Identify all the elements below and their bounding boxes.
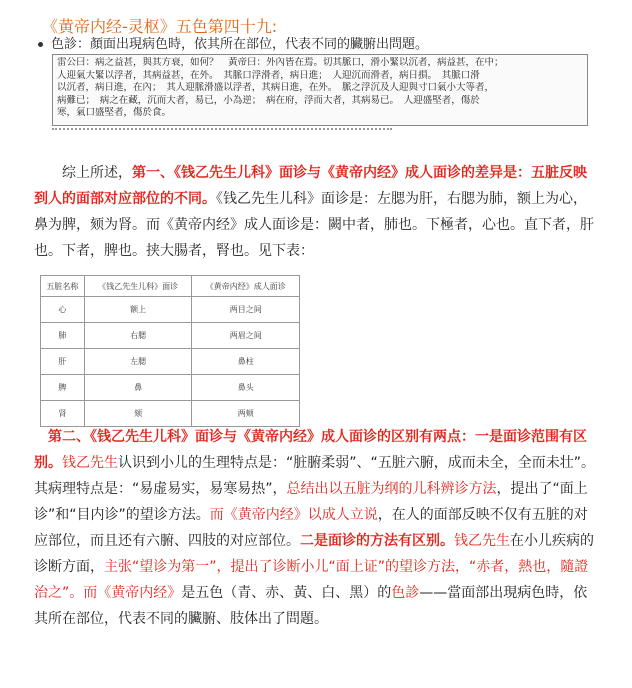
quote-line: 寒，氣口盛堅者，傷於食。 bbox=[57, 107, 172, 119]
section-title: 《黄帝内经-灵枢》五色第四十九: bbox=[42, 17, 278, 36]
table-row bbox=[41, 323, 300, 349]
quote-line: 以沉者，病日進，在內； 其人迎脈滑盛以浮者，其病日進，在外。 脈之浮沉及人迎與寸口氣小大等者， bbox=[57, 82, 495, 94]
bullet-icon bbox=[38, 42, 43, 47]
para2-text: ，提出了“面上诊”和“目内诊”的望诊方法。 bbox=[34, 481, 588, 523]
table-cell: 额上 bbox=[84, 297, 192, 323]
table-row bbox=[41, 297, 300, 323]
table-cell: 肺 bbox=[41, 323, 85, 349]
table-cell: 两眉之间 bbox=[192, 323, 300, 349]
table-cell: 鼻 bbox=[84, 375, 192, 401]
table-cell: 肝 bbox=[41, 349, 85, 375]
para2-text: 而《黄帝内经》 bbox=[83, 585, 182, 601]
table-cell: 心 bbox=[41, 297, 85, 323]
para2-text: ——當面部出現病色時，依其所在部位，代表不同的臟腑、肢体出了問題。 bbox=[34, 585, 588, 627]
para2-text: 总结出以五脏为纲的儿科辨诊方法 bbox=[286, 481, 497, 497]
para2-lead: 第二、《钱乙先生儿科》面诊与《黄帝内经》成人面诊的区别有两点：一是面诊范围有区别。 bbox=[34, 429, 587, 471]
para1-intro: 综上所述， bbox=[62, 165, 132, 181]
para2-text: 在小儿疾病的诊断方面， bbox=[34, 533, 594, 575]
table-cell: 颏 bbox=[84, 401, 192, 427]
cropped-text-remnant bbox=[52, 128, 392, 134]
para2-text: 是五色（青、赤、黃、白、黑）的 bbox=[181, 585, 392, 601]
table-header: 《黄帝内经》成人面诊 bbox=[192, 276, 300, 297]
quote-line: 人迎氣大緊以浮者，其病益甚，在外。 其脈口浮滑者，病日進； 人迎沉而滑者，病日損。 其脈口滑 bbox=[57, 69, 480, 81]
para2-name: 钱乙先生 bbox=[62, 455, 118, 471]
table-cell: 脾 bbox=[41, 375, 85, 401]
table-row bbox=[41, 349, 300, 375]
table-cell: 右腮 bbox=[84, 323, 192, 349]
para2-text: ，在人的面部反映不仅有五脏的对应部位，而且还有六腑、四肢的对应部位。 bbox=[34, 507, 588, 549]
table-cell: 肾 bbox=[41, 401, 85, 427]
para2-text: 色診 bbox=[391, 585, 420, 601]
para2-text: 认识到小儿的生理特点是：“脏腑柔弱”、“五脏六腑，成而未全，全而未壮”。其病理特点是：“易虚易实，易寒易热”， bbox=[34, 455, 596, 497]
summary-paragraph-2 bbox=[34, 424, 600, 632]
table-header: 《钱乙先生儿科》面诊 bbox=[84, 276, 192, 297]
table-cell: 鼻柱 bbox=[192, 349, 300, 375]
table-cell: 鼻头 bbox=[192, 375, 300, 401]
table-header-row bbox=[41, 276, 300, 297]
table-cell: 左腮 bbox=[84, 349, 192, 375]
para1-body: 《钱乙先生儿科》面诊是：左腮为肝，右腮为肺，额上为心，鼻为脾，颏为肾。而《黄帝内经》成人面诊是：闕中者，肺也。下極者，心也。直下者，肝也。下者，脾也。挟大腸者，腎也。见下表： bbox=[34, 191, 594, 259]
quote-line: 雷公曰：病之益甚，與其方衰，如何？ 黃帝曰：外內皆在焉。切其脈口，滑小緊以沉者，病益甚，在中； bbox=[57, 57, 504, 68]
table-row bbox=[41, 401, 300, 427]
table-cell: 两颊 bbox=[192, 401, 300, 427]
para1-highlight: 第一、《钱乙先生儿科》面诊与《黄帝内经》成人面诊的差异是：五脏反映到人的面部对应部位的不同。 bbox=[34, 165, 587, 207]
bullet-text: 色診：顏面出現病色時，依其所在部位，代表不同的臟腑出問題。 bbox=[51, 37, 429, 52]
table-header: 五脏名称 bbox=[41, 276, 85, 297]
para2-text: 主张“望诊为第一”，提出了诊断小儿“面上证”的望诊方法，“赤者，熱也，隨證治之”。 bbox=[34, 559, 589, 601]
para2-text: 二是面诊的方法有区别。 bbox=[300, 533, 454, 549]
comparison-table bbox=[40, 275, 300, 427]
quote-line: 病難已； 病之在藏，沉而大者，易已，小為逆； 病在府，浮而大者，其病易已。 人迎盛堅者，傷於 bbox=[57, 94, 480, 106]
bullet-line bbox=[38, 37, 428, 53]
table-cell: 两目之间 bbox=[192, 297, 300, 323]
para2-name: 钱乙先生 bbox=[454, 533, 510, 549]
table-row bbox=[41, 375, 300, 401]
para2-text: 而《黄帝内经》以成人立说 bbox=[209, 507, 378, 523]
summary-paragraph-1 bbox=[34, 160, 600, 264]
quoted-text-box bbox=[52, 54, 588, 126]
